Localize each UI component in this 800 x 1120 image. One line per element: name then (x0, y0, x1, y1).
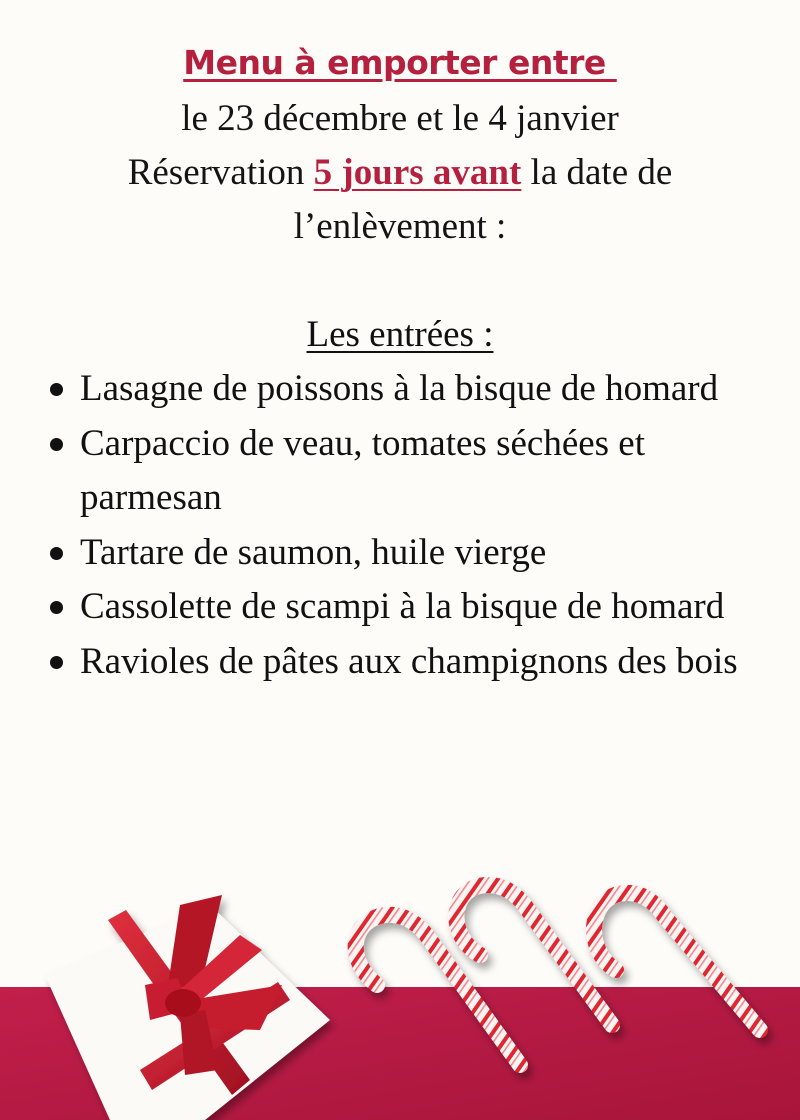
section-title (0, 308, 800, 362)
reservation-line-2: l’enlèvement : (293, 206, 507, 247)
list-item: Cassolette de scampi à la bisque de homard (80, 580, 760, 635)
list-item: Lasagne de poissons à la bisque de homard (80, 362, 760, 417)
christmas-decoration (0, 850, 800, 1120)
starters-list (0, 362, 760, 689)
menu-title-text: Menu à emporter entre (183, 43, 617, 82)
section-title-text: Les entrées : (306, 314, 494, 355)
list-item: Tartare de saumon, huile vierge (80, 526, 760, 581)
menu-title (0, 38, 800, 88)
reservation-deadline: 5 jours avant (313, 152, 522, 193)
list-item: Carpaccio de veau, tomates séchées et parmesan (80, 417, 760, 526)
list-item: Ravioles de pâtes aux champignons des bois (80, 635, 760, 690)
reservation-line (0, 146, 800, 200)
date-range: le 23 décembre et le 4 janvier (181, 98, 619, 139)
reservation-prefix: Réservation (127, 152, 314, 193)
reservation-suffix: la date de (521, 152, 673, 193)
